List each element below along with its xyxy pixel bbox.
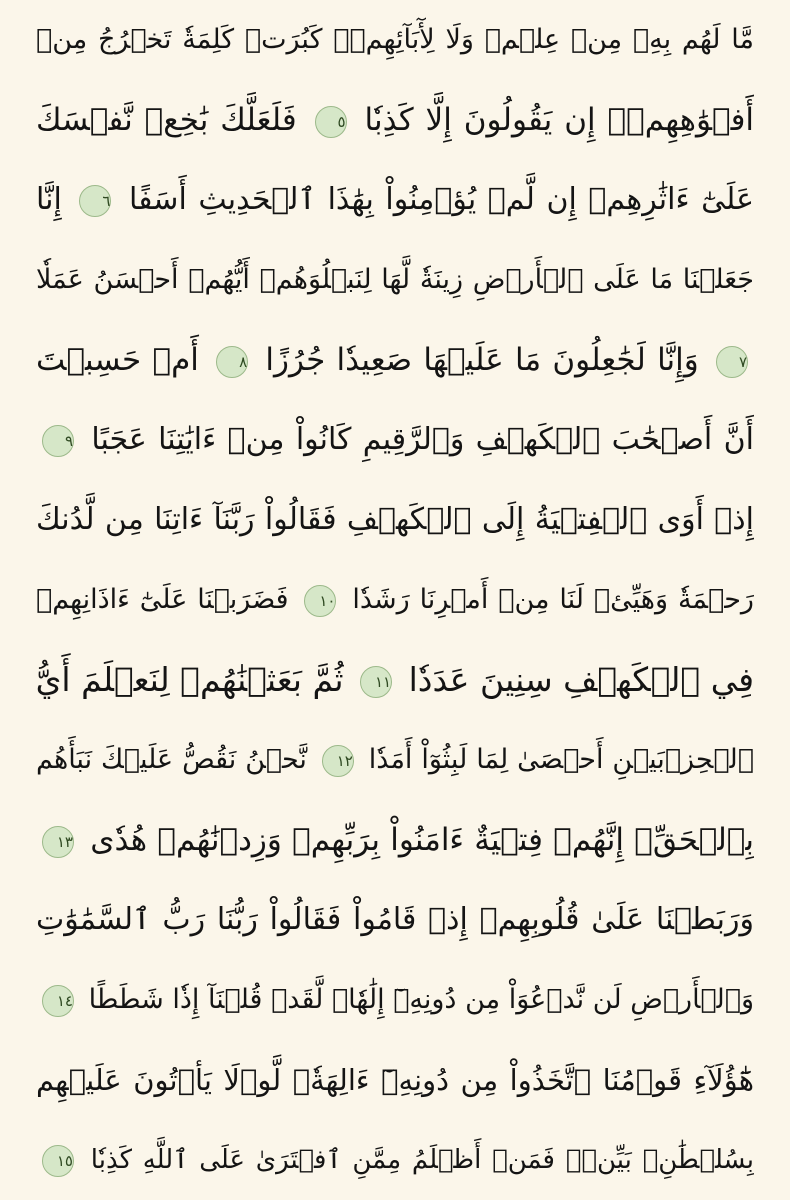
- line-text: وَرَبَطۡنَا عَلَىٰ قُلُوبِهِمۡ إِذۡ قَامُواْ فَقَالُواْ رَبُّنَا رَبُّ ٱلسَّمَٰوَٰتِ: [36, 902, 754, 937]
- line-text: فِي ٱلۡكَهۡفِ سِنِينَ عَدَدٗا: [408, 660, 754, 699]
- line-text: بِٱلۡحَقِّۚ إِنَّهُمۡ فِتۡيَةٌ ءَامَنُواْ بِرَبِّهِمۡ وَزِدۡنَٰهُمۡ هُدٗى: [90, 822, 754, 858]
- verse-number-marker: ١٤: [42, 985, 74, 1017]
- verse-number-marker: ١٢: [322, 745, 354, 777]
- text-line: [36, 1120, 754, 1200]
- line-text: مَّا لَهُم بِهِۦ مِنۡ عِلۡمٖ وَلَا لِأٓبَآئِهِمۡۚ كَبُرَتۡ كَلِمَةٗ تَخۡرُجُ مِنۡ: [36, 24, 754, 55]
- text-line: [36, 480, 754, 560]
- line-text: ثُمَّ بَعَثۡنَٰهُمۡ لِنَعۡلَمَ أَيُّ: [36, 660, 344, 699]
- line-text: أَنَّ أَصۡحَٰبَ ٱلۡكَهۡفِ وَٱلرَّقِيمِ كَانُواْ مِنۡ ءَايَٰتِنَا عَجَبًا: [91, 422, 754, 457]
- text-line: [36, 720, 754, 800]
- verse-lines: [36, 0, 754, 1200]
- line-text: أَمۡ حَسِبۡتَ: [36, 342, 199, 378]
- line-text: عَلَىٰٓ ءَاثَٰرِهِمۡ إِن لَّمۡ يُؤۡمِنُواْ بِهَٰذَا ٱلۡحَدِيثِ أَسَفًا: [128, 182, 754, 217]
- line-text: ٱلۡحِزۡبَيۡنِ أَحۡصَىٰ لِمَا لَبِثُوٓاْ أَمَدٗا: [368, 744, 754, 775]
- verse-number-marker: ٦: [79, 185, 111, 217]
- line-text: إِنَّا: [36, 182, 62, 217]
- verse-number-marker: ١١: [360, 666, 392, 698]
- line-text: رَحۡمَةٗ وَهَيِّئۡ لَنَا مِنۡ أَمۡرِنَا رَشَدٗا: [352, 584, 754, 615]
- line-text: إِذۡ أَوَى ٱلۡفِتۡيَةُ إِلَى ٱلۡكَهۡفِ فَقَالُواْ رَبَّنَآ ءَاتِنَا مِن لَّدُنكَ: [36, 502, 754, 537]
- verse-number-marker: ٩: [42, 425, 74, 457]
- text-line: [36, 640, 754, 720]
- line-text: أَفۡوَٰهِهِمۡۚ إِن يَقُولُونَ إِلَّا كَذِبٗا: [364, 102, 754, 138]
- verse-number-marker: ٨: [216, 346, 248, 378]
- text-line: [36, 1040, 754, 1120]
- line-text: فَلَعَلَّكَ بَٰخِعٞ نَّفۡسَكَ: [36, 102, 297, 138]
- text-line: [36, 560, 754, 640]
- text-line: [36, 320, 754, 400]
- line-text: بِسُلۡطَٰنِۭ بَيِّنٖۖ فَمَنۡ أَظۡلَمُ مِمَّنِ ٱفۡتَرَىٰ عَلَى ٱللَّهِ كَذِبٗا: [90, 1145, 754, 1175]
- line-text: وَإِنَّا لَجَٰعِلُونَ مَا عَلَيۡهَا صَعِيدٗا جُرُزًا: [265, 342, 699, 378]
- line-text: جَعَلۡنَا مَا عَلَى ٱلۡأَرۡضِ زِينَةٗ لَّهَا لِنَبۡلُوَهُمۡ أَيُّهُمۡ أَحۡسَنُ عَمَلٗا: [36, 264, 754, 295]
- text-line: [36, 800, 754, 880]
- text-line: [36, 400, 754, 480]
- verse-number-marker: ١٥: [42, 1145, 74, 1177]
- text-line: [36, 880, 754, 960]
- verse-number-marker: ١٣: [42, 826, 74, 858]
- line-text: فَضَرَبۡنَا عَلَىٰٓ ءَاذَانِهِمۡ: [36, 584, 289, 615]
- text-line: [36, 240, 754, 320]
- line-text: نَّحۡنُ نَقُصُّ عَلَيۡكَ نَبَأَهُم: [36, 744, 307, 775]
- text-line: [36, 80, 754, 160]
- line-text: وَٱلۡأَرۡضِ لَن نَّدۡعُوَاْ مِن دُونِهِۦٓ إِلَٰهٗاۖ لَّقَدۡ قُلۡنَآ إِذٗا شَطَطًا: [88, 984, 754, 1015]
- verse-number-marker: ١٠: [304, 585, 336, 617]
- verse-number-marker: ٧: [716, 346, 748, 378]
- line-text: هَٰٓؤُلَآءِ قَوۡمُنَا ٱتَّخَذُواْ مِن دُونِهِۦٓ ءَالِهَةٗۖ لَّوۡلَا يَأۡتُونَ عَلَيۡهِم: [36, 1063, 754, 1097]
- text-line: [36, 0, 754, 80]
- text-line: [36, 960, 754, 1040]
- verse-number-marker: ٥: [315, 106, 347, 138]
- text-line: [36, 160, 754, 240]
